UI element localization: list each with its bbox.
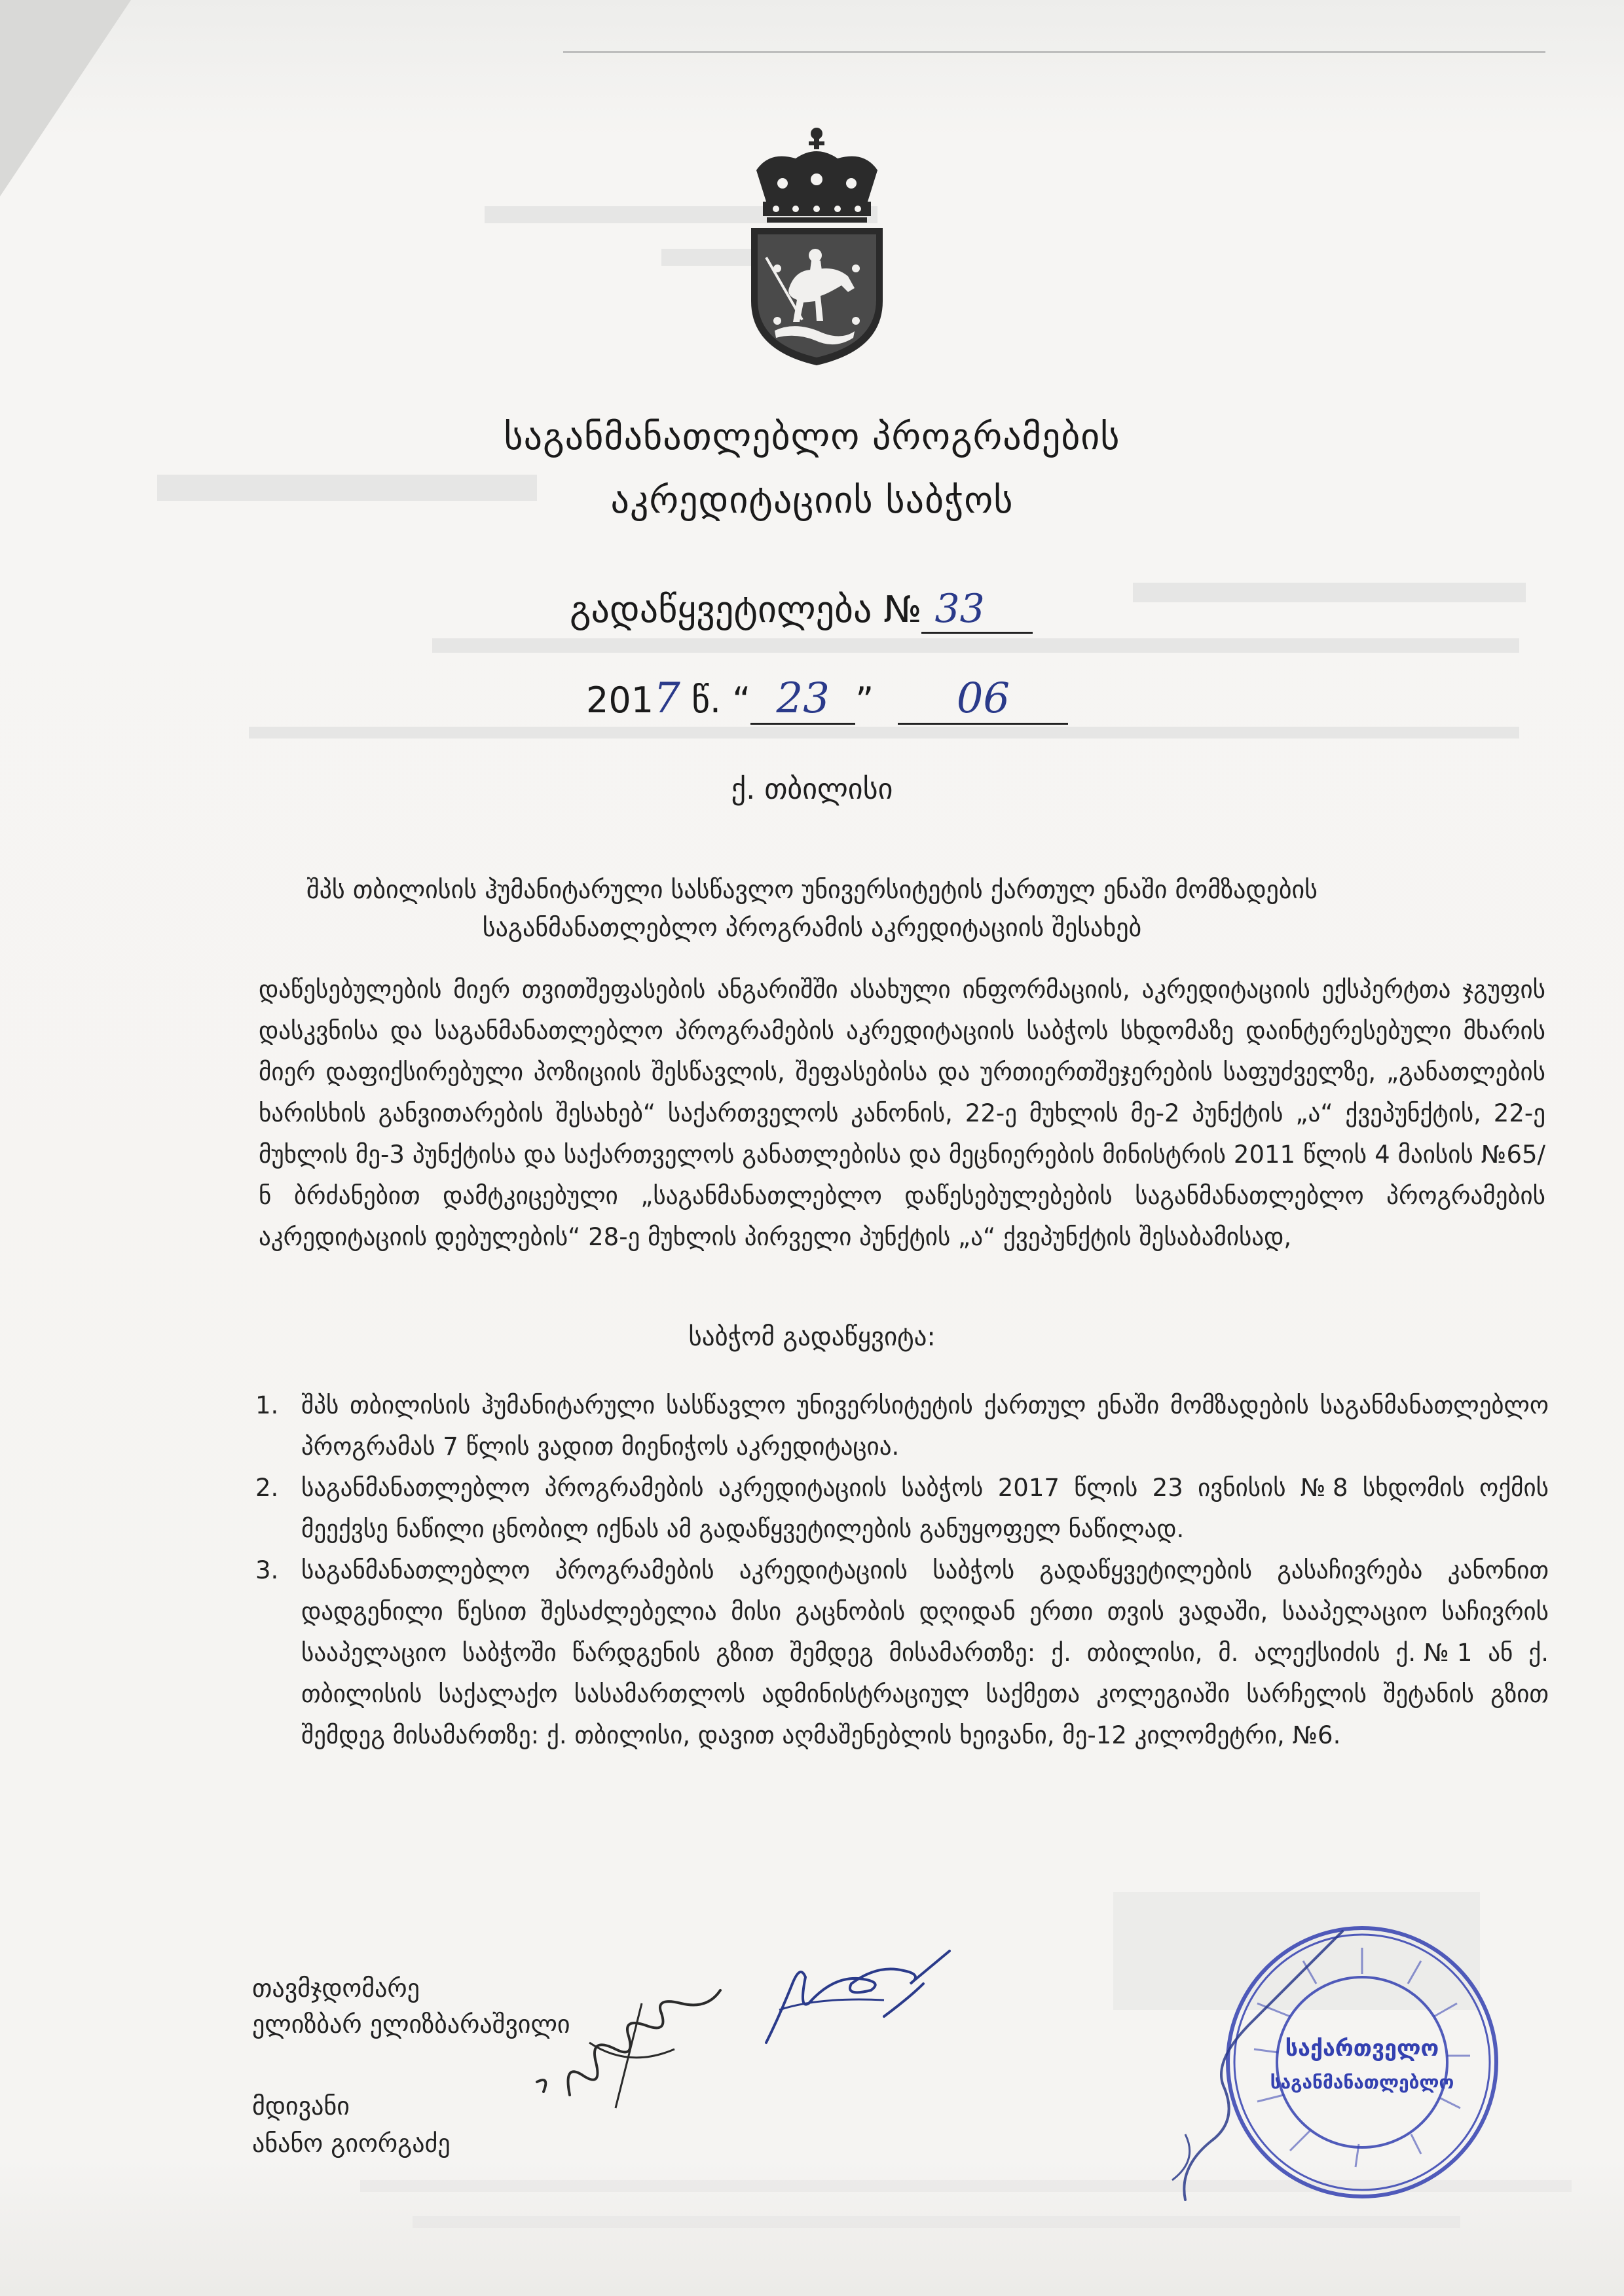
- chair-role: თავმჯდომარე: [252, 1974, 420, 2003]
- chair-signature: [753, 1938, 956, 2049]
- decision-item-text: საგანმანათლებლო პროგრამების აკრედიტაციის საბჭოს გადაწყვეტილების გასაჩივრება კანონით დადგენილი წესით შესაძლებელია მისი გაცნობის დღიდან ერთი თვის ვადაში, სააპელაციო საჩივრის სააპელაციო საბჭოში წარდგენის გზით შემდეგ მისამართზე: ქ. თბილისი, მ. ალექსიძის ქ.№1 ან ქ. თბილისის საქალაქო სასამართლოს ადმინისტრაციულ საქმეთა კოლეგიაში სარჩელის შეტანის გზით შემდეგ მისამართზე: ქ. თბილისი, დავით აღმაშენებლის ხეივანი, მე-12 კილომეტრი, №6.: [301, 1556, 1549, 1749]
- decision-item-number: 3.: [255, 1556, 279, 1584]
- preamble-paragraph: დაწესებულების მიერ თვითშეფასების ანგარიშში ასახული ინფორმაციის, აკრედიტაციის ექსპერტთა ჯგუფის დასკვნისა და საგანმანათლებლო პროგრამების აკრედიტაციის საბჭოს სხდომაზე დაინტერესებული მხარის მიერ დაფიქსირებული პოზიციის შესწავლის, შეფასებისა და ურთიერთშეჯერების საფუძველზე, „განათლების ხარისხის განვითარების შესახებ“ საქართველოს კანონის, 22-ე მუხლის მე-2 პუნქტის „ა“ ქვეპუნქტის, 22-ე მუხლის მე-3 პუნქტისა და საქართველოს განათლებისა და მეცნიერების მინისტრის 2011 წლის 4 მაისის №65/ნ ბრძანებით დამტკიცებული „საგანმანათლებლო დაწესებულებების საგანმანათლებლო პროგრამების აკრედიტაციის დებულების“ 28-ე მუხლის პირველი პუნქტის „ა“ ქვეპუნქტის შესაბამისად,: [259, 975, 1545, 1251]
- subject-line-2: საგანმანათლებლო პროგრამის აკრედიტაციის შესახებ: [482, 913, 1142, 942]
- date-day: 23: [750, 674, 855, 725]
- decision-item-text: შპს თბილისის ჰუმანიტარული სასწავლო უნივერსიტეტის ქართულ ენაში მომზადების საგანმანათლებლო პროგრამას 7 წლის ვადით მიენიჭოს აკრედიტაცია.: [301, 1391, 1549, 1461]
- decision-number-line: [570, 586, 1033, 634]
- date-month: 06: [898, 674, 1068, 725]
- bleed-through-block: [249, 727, 1519, 738]
- decision-item: [255, 1467, 1549, 1550]
- date-year-suffix: წ.: [691, 680, 722, 721]
- decision-items: [255, 1385, 1549, 1756]
- stamp-text-line-2: საგანმანათლებლო: [1270, 2071, 1454, 2093]
- date-year-handwritten: 7: [654, 674, 680, 723]
- bleed-through-block: [1133, 583, 1526, 602]
- chair-name: ელიზბარ ელიზბარაშვილი: [252, 2010, 570, 2039]
- georgia-coat-of-arms-icon: [743, 124, 891, 367]
- decision-item: [255, 1550, 1549, 1756]
- decision-label: გადაწყვეტილება №: [570, 589, 922, 631]
- decision-item: [255, 1385, 1549, 1467]
- stamp-text-line-1: საქართველო: [1285, 2035, 1439, 2062]
- date-year-prefix: 201: [586, 680, 654, 721]
- secretary-name: ანანო გიორგაძე: [252, 2129, 451, 2158]
- decision-number: 33: [921, 586, 1033, 634]
- subject-line-1: შპს თბილისის ჰუმანიტარული სასწავლო უნივერსიტეტის ქართულ ენაში მომზადების: [306, 875, 1318, 904]
- bleed-through-block: [432, 638, 1519, 653]
- decision-subject: [236, 871, 1388, 947]
- official-stamp: [1159, 1892, 1565, 2232]
- secretary-role: მდივანი: [252, 2092, 350, 2121]
- council-title-line-1: საგანმანათლებლო პროგრამების: [504, 416, 1120, 458]
- top-rule: [563, 51, 1545, 53]
- council-title-line-2: აკრედიტაციის საბჭოს: [610, 479, 1014, 522]
- council-decided-heading: საბჭომ გადაწყვიტა:: [688, 1322, 936, 1352]
- secretary-signature: [524, 1964, 760, 2115]
- decision-item-number: 2.: [255, 1474, 279, 1502]
- decision-item-text: საგანმანათლებლო პროგრამების აკრედიტაციის საბჭოს 2017 წლის 23 ივნისის №8 სხდომის ოქმის მეექვსე ნაწილი ცნობილ იქნას ამ გადაწყვეტილების განუყოფელ ნაწილად.: [301, 1474, 1549, 1543]
- decision-date-line: 2017 წ. “ 23 ” 06: [586, 674, 1068, 725]
- decision-item-number: 1.: [255, 1391, 279, 1419]
- folded-corner: [0, 0, 131, 196]
- decision-city: ქ. თბილისი: [731, 773, 893, 806]
